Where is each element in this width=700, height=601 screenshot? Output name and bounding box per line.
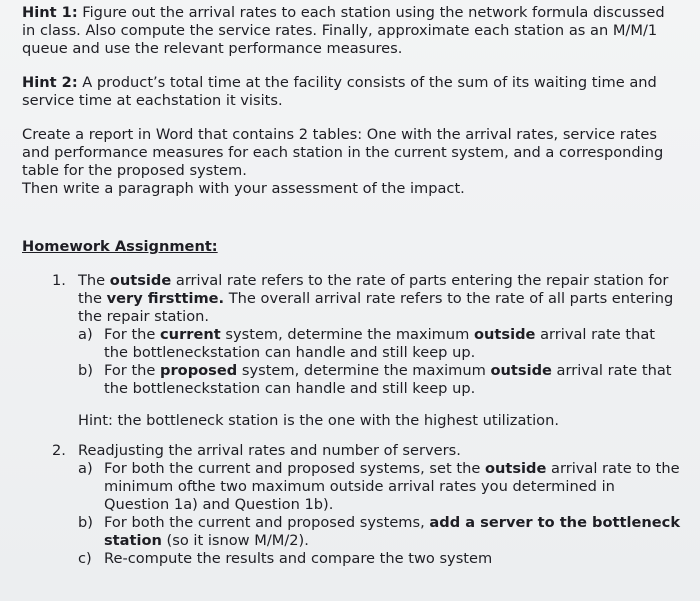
- question-1-text: [78, 272, 682, 326]
- q1b-text-part: arrival rate that the bottleneckstation can handle and still keep up.: [104, 362, 672, 397]
- report-line-1: Create a report in Word that contains 2 tables: One with the arrival rates, service rates and performance measures for each station in the current system, and a corresponding table for the proposed system.: [22, 126, 664, 179]
- hint-1-text: Figure out the arrival rates to each station using the network formula discussed in class. Also compute the service rates. Finally, approximate each station as an M/M/1 queue and use the relevant performance measures.: [22, 4, 665, 57]
- question-1: [22, 272, 682, 398]
- q1b-text-part: system, determine the maximum: [237, 362, 491, 379]
- question-2-number: 2.: [52, 442, 66, 459]
- question-2b-letter: b): [78, 514, 93, 531]
- hint-2-paragraph: [22, 74, 682, 110]
- q1a-bold-outside: outside: [474, 326, 536, 343]
- q1-text-part: The overall arrival rate refers to the rate of all parts entering the repair station.: [78, 290, 674, 325]
- question-2a-text: [104, 460, 682, 514]
- question-1b: [78, 362, 682, 398]
- question-1a-text: [104, 326, 682, 362]
- homework-title: Homework Assignment:: [22, 238, 218, 255]
- q2a-text-part: arrival rate to the minimum ofthe two maximum outside arrival rates you determined in Question 1a) and Question 1b).: [104, 460, 680, 513]
- report-instructions: [22, 126, 682, 198]
- hint-1-label: Hint 1:: [22, 4, 78, 21]
- hint-1-paragraph: [22, 4, 682, 58]
- q2b-text-part: For both the current and proposed systems,: [104, 514, 430, 531]
- question-2a-letter: a): [78, 460, 93, 477]
- q1-text-part: arrival rate refers to the rate of parts entering the repair station for the: [78, 272, 669, 307]
- question-1b-text: [104, 362, 682, 398]
- question-1b-letter: b): [78, 362, 93, 379]
- report-line-2: Then write a paragraph with your assessment of the impact.: [22, 180, 465, 197]
- question-2-text: Readjusting the arrival rates and number of servers.: [78, 442, 461, 459]
- question-1a-letter: a): [78, 326, 93, 343]
- question-2a: [78, 460, 682, 514]
- question-2b-text: [104, 514, 682, 550]
- q1b-bold-outside: outside: [490, 362, 552, 379]
- question-2: [22, 442, 682, 568]
- q2a-bold-outside: outside: [484, 460, 547, 477]
- q1a-text-part: For the: [104, 326, 161, 343]
- q2a-text-part: For both the current and proposed systems, set the: [104, 460, 485, 477]
- question-1-number: 1.: [52, 272, 66, 289]
- question-1a: [78, 326, 682, 362]
- question-2c-letter: c): [78, 550, 92, 567]
- q1a-text-part: system, determine the maximum: [220, 326, 474, 343]
- q2b-text-part: (so it isnow M/M/2).: [161, 532, 309, 549]
- q1a-bold-current: current: [160, 326, 221, 343]
- hint-2-text: A product’s total time at the facility consists of the sum of its waiting time and service time at eachstation it visits.: [22, 74, 657, 109]
- q1-text-part: The: [78, 272, 110, 289]
- bottleneck-hint: Hint: the bottleneck station is the one with the highest utilization.: [78, 412, 559, 429]
- q1b-text-part: For the: [104, 362, 161, 379]
- hint-2-label: Hint 2:: [22, 74, 78, 91]
- question-2c: [78, 550, 682, 568]
- question-2b: [78, 514, 682, 550]
- q1-bold-very-first-time: very firsttime.: [106, 290, 225, 307]
- q2b-bold-add-server: add a server to the bottleneck station: [104, 514, 681, 549]
- q1b-bold-proposed: proposed: [160, 362, 238, 379]
- question-2c-text: Re-compute the results and compare the two system: [104, 550, 493, 567]
- q1-bold-outside: outside: [109, 272, 172, 289]
- q1a-text-part: arrival rate that the bottleneckstation can handle and still keep up.: [104, 326, 656, 361]
